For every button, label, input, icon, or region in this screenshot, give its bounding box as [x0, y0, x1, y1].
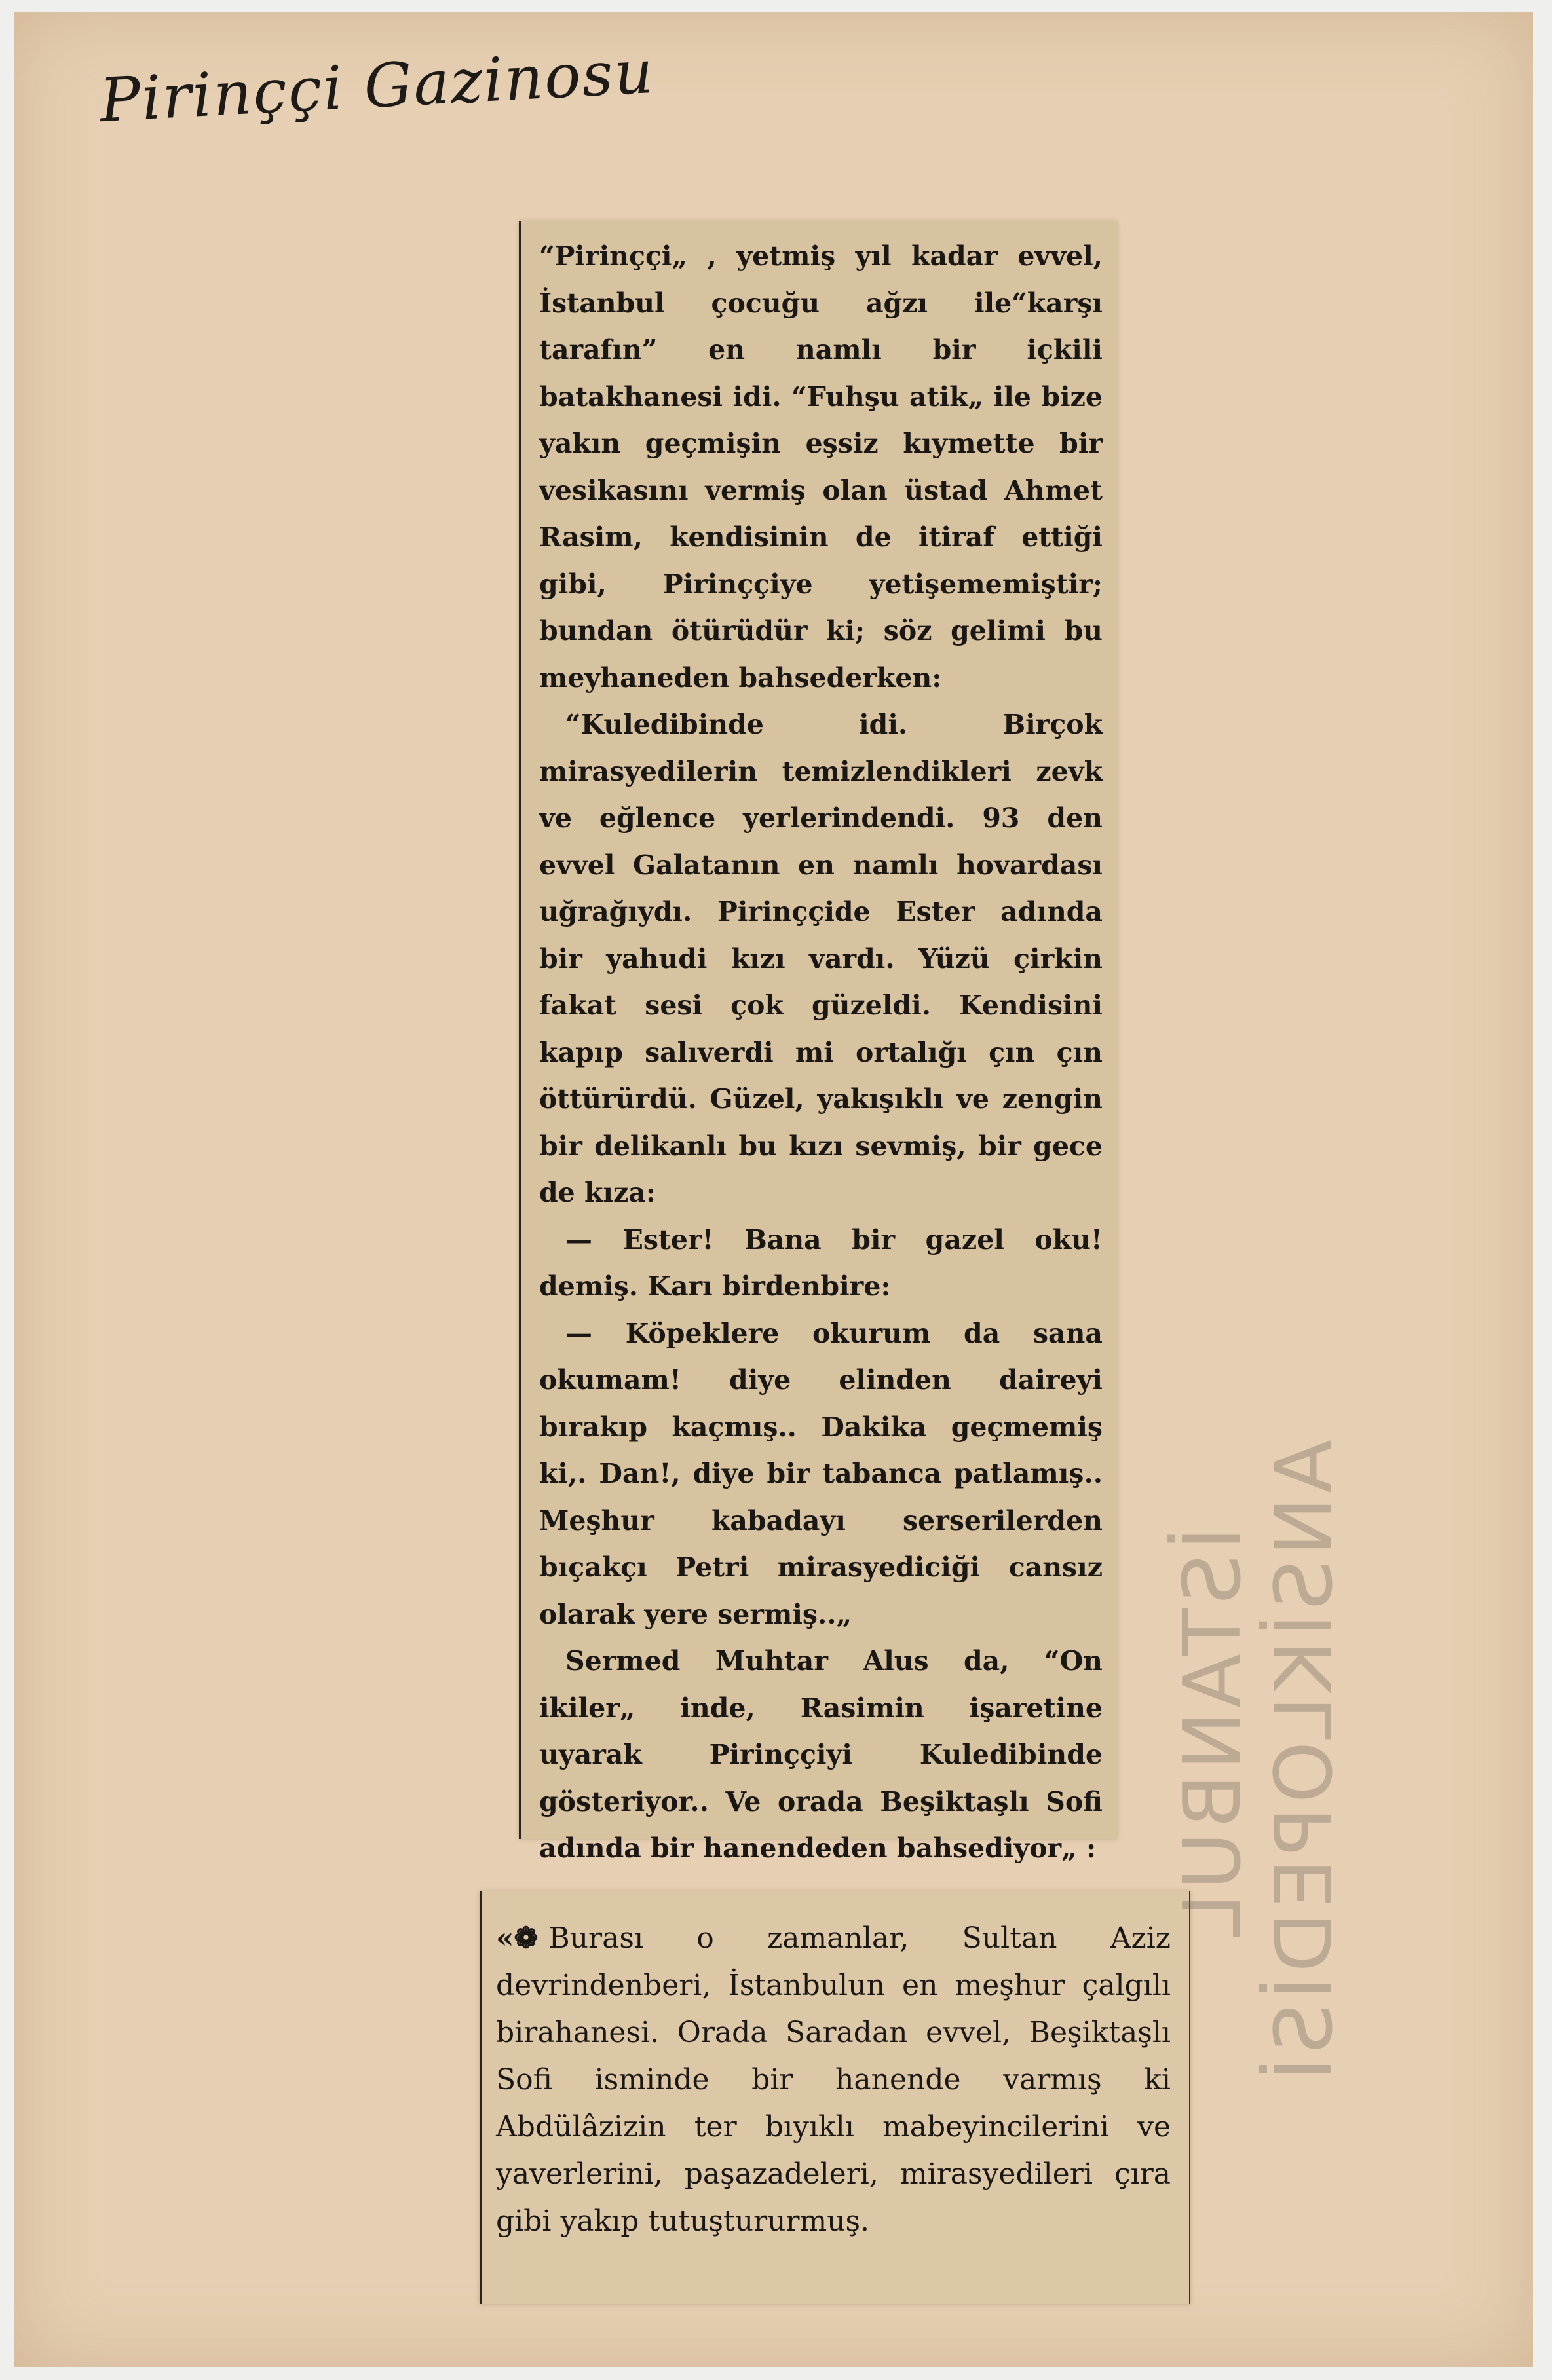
clipping-paragraph-3: — Ester! Bana bir gazel oku! demiş. Karı birdenbire:: [539, 1223, 1103, 1302]
clipping-paragraph-4: — Köpeklere okurum da sana okumam! diye elinden daireyi bırakıp kaçmış.. Dakika geçmemiş ki,. Dan!, diye bir tabanca patlamış.. Meşhur kabadayı serserilerden bıçakçı Petri mirasyediciği cansız olarak yere sermiş..„: [539, 1317, 1103, 1630]
main-newspaper-clipping: [519, 221, 1117, 1864]
second-clipping-text: [496, 1915, 1171, 2245]
main-clipping-text: [539, 233, 1103, 1872]
stamp-line-2: ANSİKLOPEDİSİ: [1259, 1440, 1350, 2085]
clipping-paragraph-5: Sermed Muhtar Alus da, “On ikiler„ inde, Rasimin işaretine uyarak Pirinççiyi Kuledibinde gösteriyor.. Ve orada Beşiktaşlı Sofi adında bir hanendeden bahsediyor„ :: [539, 1645, 1103, 1864]
handwritten-title: Pirinççi Gazinosu: [98, 36, 656, 136]
stamp-line-1: İSTANBUL: [1167, 1527, 1259, 1942]
clipping-paragraph-2: “Kuledibinde idi. Birçok mirasyedilerin temizlendikleri zevk ve eğlence yerlerindendi. 93 den evvel Galatanın en namlı hovardası uğrağıydı. Pirinççide Ester adında bir yahudi kızı vardı. Yüzü çirkin fakat sesi çok güzeldi. Kendisini kapıp salıverdi mi ortalığı çın çın öttürürdü. Güzel, yakışıklı ve zengin bir delikanlı bu kızı sevmiş, bir gece de kıza:: [539, 709, 1103, 1208]
archive-card: [14, 12, 1533, 2367]
library-stamp: [1167, 1440, 1429, 2085]
clipping-paragraph-1: “Pirinççi„ , yetmiş yıl kadar evvel, İstanbul çocuğu ağzı ile“karşı tarafın” en namlı bir içkili batakhanesi idi. “Fuhşu atik„ ile bize yakın geçmişin eşsiz kıymette bir vesikasını vermiş olan üstad Ahmet Rasim, kendisinin de itiraf ettiği gibi, Pirinççiye yetişememiştir; bundan ötürüdür ki; söz gelimi bu meyhaneden bahsederken:: [539, 240, 1103, 694]
ornament-icon: «❁: [496, 1922, 539, 1955]
second-newspaper-clipping: [480, 1891, 1190, 2304]
second-clipping-body: Burası o zamanlar, Sultan Aziz devrindenberi, İstanbulun en meşhur çalgılı birahanesi. Orada Saradan evvel, Beşiktaşlı Sofi isminde bir hanende varmış ki Abdülâzizin ter bıyıklı mabeyincilerini ve yaverlerini, paşazadeleri, mirasyedileri çıra gibi yakıp tutuştururmuş.: [496, 1922, 1171, 2238]
